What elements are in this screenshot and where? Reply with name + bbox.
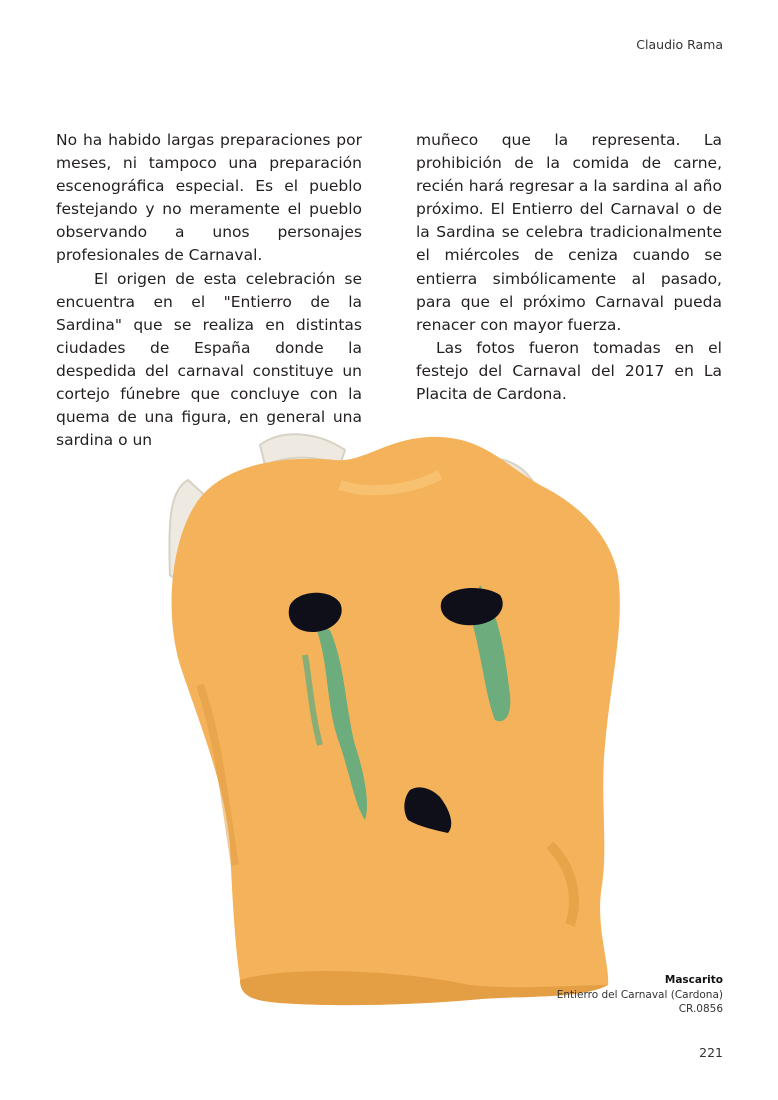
- paragraph: muñeco que la representa. La prohibición de la comida de carne, recién hará regresar a la sardina al año próximo. El Entierro del Carnaval o de la Sardina se celebra tradicionalmente el miércoles de ceniza cuando se entierra simbólicamente al pasado, para que el próximo Carnaval pueda renacer con mayor fuerza.: [416, 131, 722, 334]
- paragraph: No ha habido largas preparaciones por meses, ni tampoco una preparación escenográfica especial. Es el pueblo festejando y no meramente el pueblo observando a unos personajes profesionales de Carnaval.: [56, 131, 362, 265]
- caption-title: Mascarito: [664, 974, 723, 986]
- paragraph: El origen de esta celebración se encuentra en el "Entierro de la Sardina" que se realiza en distintas ciudades de España donde la despedida del carnaval constituye un cortejo fúnebre que concluye con la quema de una figura, en general una sardina o un: [56, 269, 362, 450]
- caption-code: CR.0856: [678, 1003, 723, 1015]
- page-number: 221: [699, 1045, 723, 1060]
- mascarito-mask-illustration: [140, 425, 630, 1015]
- text-column-left: [56, 129, 362, 452]
- caption-subtitle: Entierro del Carnaval (Cardona): [556, 988, 723, 1001]
- cloth: [172, 437, 620, 1005]
- text-column-right: [416, 129, 722, 406]
- figure-caption: [557, 973, 723, 1017]
- running-header-author: Claudio Rama: [636, 37, 723, 52]
- paragraph: Las fotos fueron tomadas en el festejo del Carnaval del 2017 en La Placita de Cardona.: [416, 338, 722, 404]
- mask-photo: [140, 425, 630, 1015]
